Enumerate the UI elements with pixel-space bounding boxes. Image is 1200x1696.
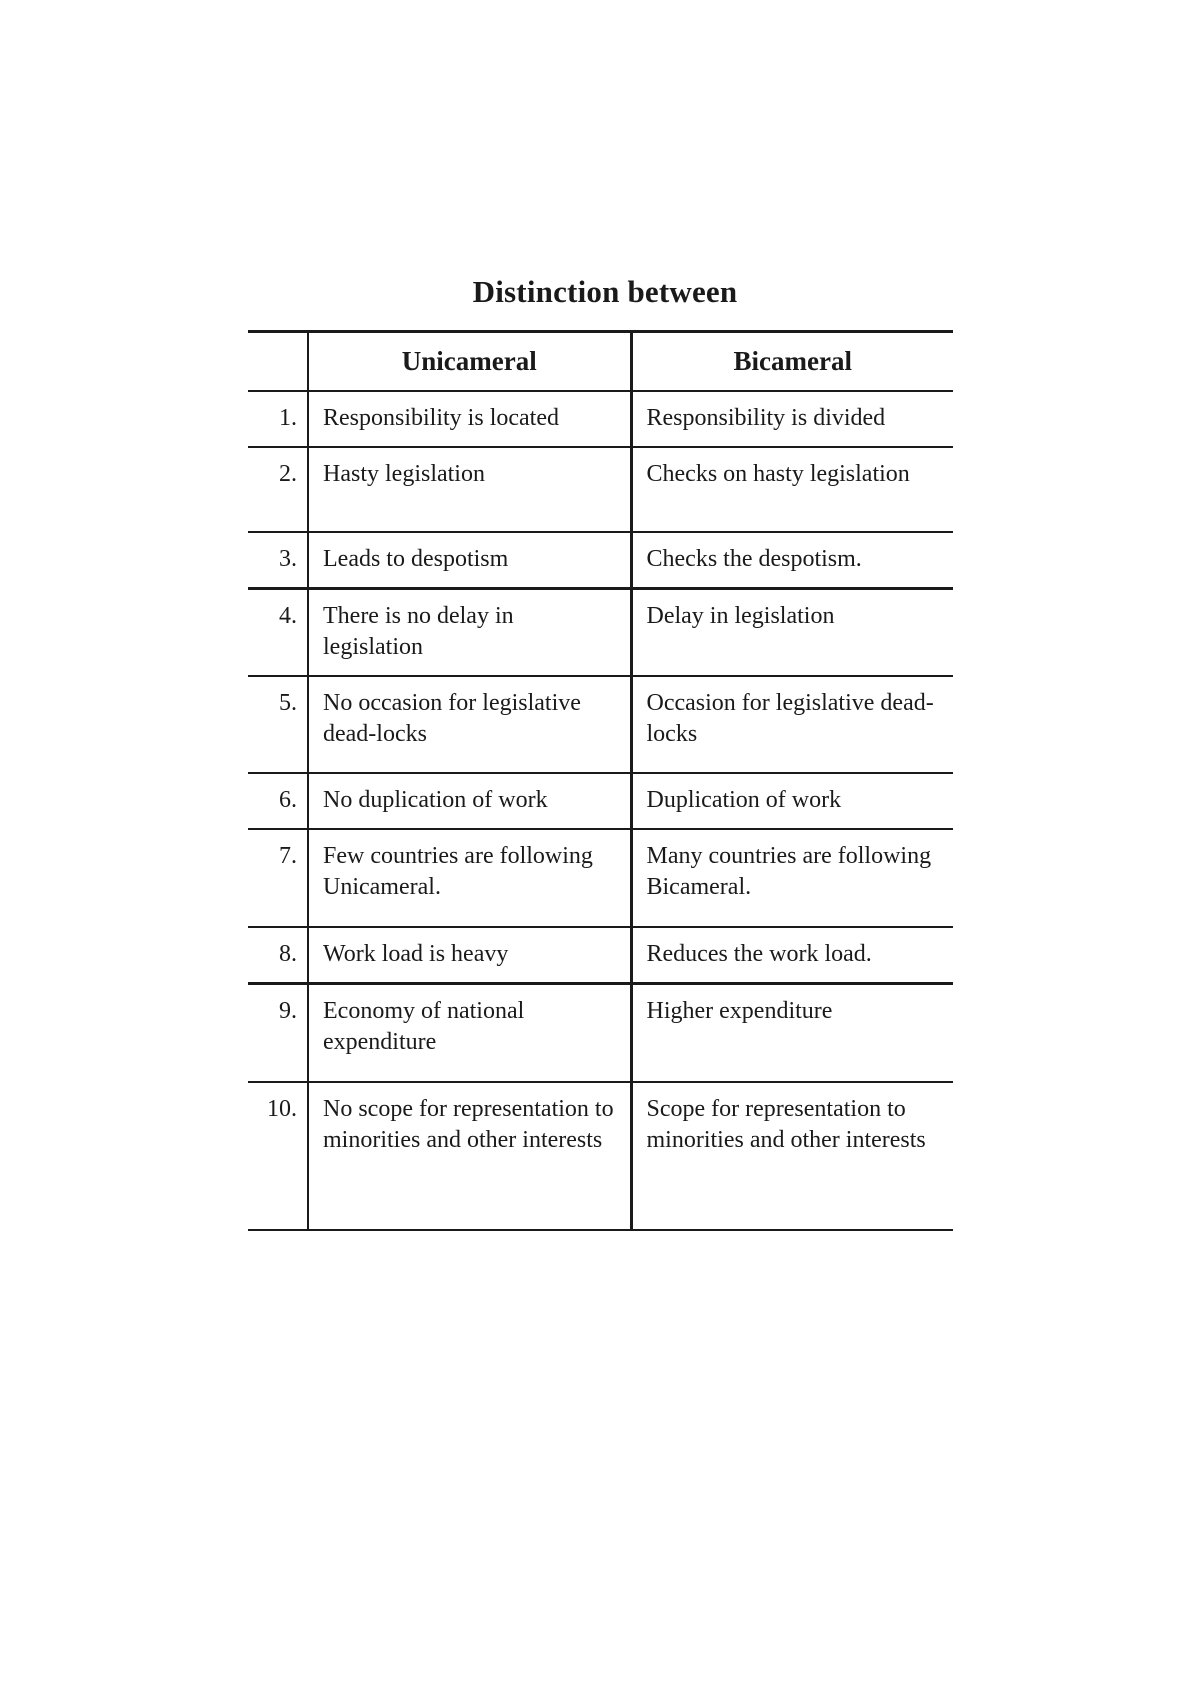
table-row — [248, 773, 953, 829]
table-row — [248, 927, 953, 984]
row-number: 9. — [248, 984, 308, 1082]
row-number: 3. — [248, 532, 308, 589]
header-unicameral: Unicameral — [308, 332, 631, 392]
row-number: 7. — [248, 829, 308, 927]
unicameral-cell: Few countries are following Unicameral. — [308, 829, 631, 927]
table-row — [248, 676, 953, 773]
bicameral-cell: Delay in legislation — [631, 589, 953, 677]
table-row — [248, 447, 953, 532]
distinction-table — [248, 330, 953, 1231]
bicameral-cell: Higher expenditure — [631, 984, 953, 1082]
unicameral-cell: Economy of national expenditure — [308, 984, 631, 1082]
header-bicameral: Bicameral — [631, 332, 953, 392]
row-number: 6. — [248, 773, 308, 829]
bicameral-cell: Occasion for legislative dead-locks — [631, 676, 953, 773]
bicameral-cell: Checks on hasty legislation — [631, 447, 953, 532]
unicameral-cell: Leads to despotism — [308, 532, 631, 589]
table-row — [248, 589, 953, 677]
bicameral-cell: Reduces the work load. — [631, 927, 953, 984]
table-row — [248, 829, 953, 927]
row-number: 2. — [248, 447, 308, 532]
unicameral-cell: No occasion for legislative dead-locks — [308, 676, 631, 773]
bicameral-cell: Checks the despotism. — [631, 532, 953, 589]
unicameral-cell: Hasty legislation — [308, 447, 631, 532]
bicameral-cell: Many countries are following Bicameral. — [631, 829, 953, 927]
table-row — [248, 984, 953, 1082]
row-number: 10. — [248, 1082, 308, 1230]
document-title: Distinction between — [472, 274, 738, 309]
header-number — [248, 332, 308, 392]
table-row — [248, 391, 953, 447]
unicameral-cell: No duplication of work — [308, 773, 631, 829]
unicameral-cell: No scope for representation to minorities and other interests — [308, 1082, 631, 1230]
row-number: 8. — [248, 927, 308, 984]
bicameral-cell: Responsibility is divided — [631, 391, 953, 447]
bicameral-cell: Scope for representation to minorities and other interests — [631, 1082, 953, 1230]
table-header-row — [248, 332, 953, 392]
bicameral-cell: Duplication of work — [631, 773, 953, 829]
unicameral-cell: Work load is heavy — [308, 927, 631, 984]
row-number: 4. — [248, 589, 308, 677]
row-number: 1. — [248, 391, 308, 447]
unicameral-cell: There is no delay in legislation — [308, 589, 631, 677]
unicameral-cell: Responsibility is located — [308, 391, 631, 447]
table-row — [248, 1082, 953, 1230]
row-number: 5. — [248, 676, 308, 773]
table-row — [248, 532, 953, 589]
